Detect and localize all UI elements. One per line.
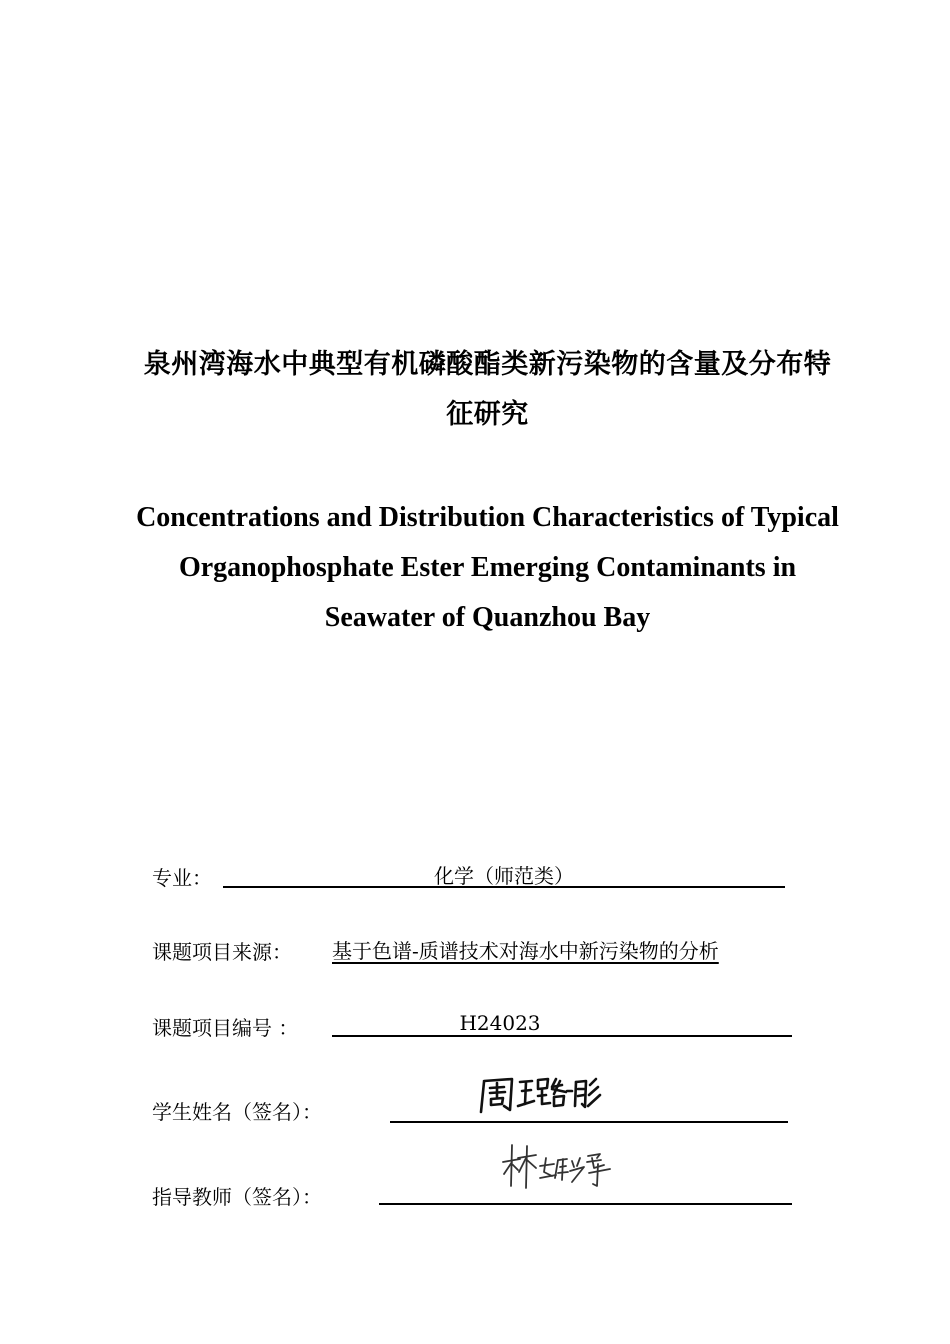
- chinese-title-line-1: 泉州湾海水中典型有机磷酸酯类新污染物的含量及分布特: [143, 349, 832, 380]
- student-signature: [478, 1072, 608, 1118]
- english-title-line-3: Seawater of Quanzhou Bay: [324, 602, 651, 633]
- advisor-signature: [500, 1140, 622, 1196]
- project-no-label: 课题项目编号 ：: [152, 1016, 299, 1040]
- advisor-signature-label: 指导教师（签名）：: [152, 1185, 322, 1209]
- major-value: 化学（师范类）: [434, 864, 574, 888]
- project-no-underline: [332, 1035, 792, 1037]
- english-title-line-2: Organophosphate Ester Emerging Contaminants in: [178, 552, 797, 583]
- english-title-line-1: Concentrations and Distribution Characteristics of Typical: [136, 502, 839, 533]
- english-title: [115, 493, 860, 643]
- chinese-title-line-2: 征研究: [446, 399, 529, 430]
- project-no-value: H24023: [459, 1011, 541, 1035]
- student-signature-label: 学生姓名（签名）：: [152, 1100, 322, 1124]
- source-label: 课题项目来源：: [152, 940, 292, 964]
- advisor-signature-underline: [379, 1203, 792, 1205]
- chinese-title: [115, 340, 860, 440]
- student-signature-underline: [390, 1121, 788, 1123]
- major-label: 专业：: [152, 866, 212, 890]
- source-value: 基于色谱-质谱技术对海水中新污染物的分析: [332, 939, 719, 963]
